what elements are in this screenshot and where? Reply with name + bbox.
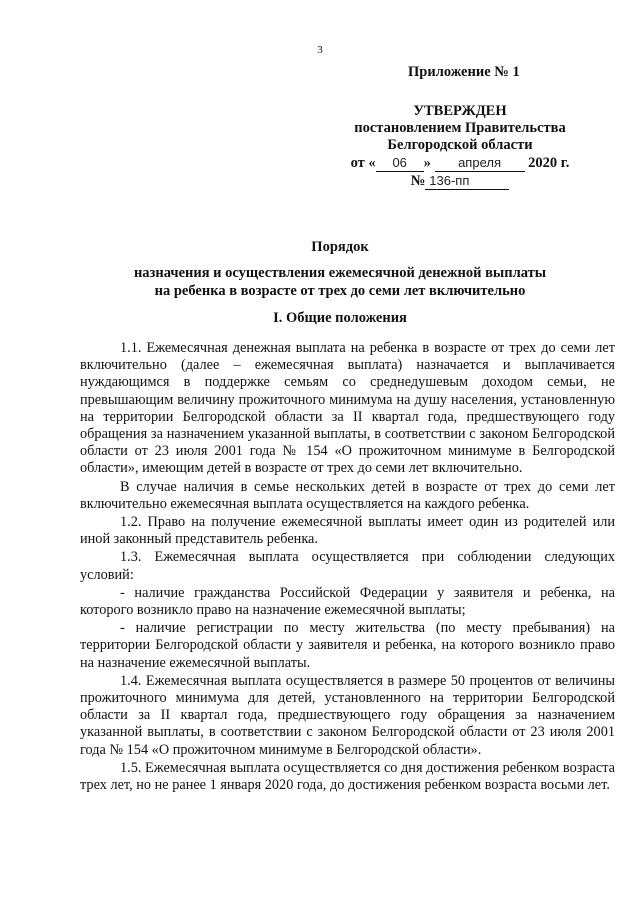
approved-label: УТВЕРЖДЕН — [413, 103, 507, 119]
document-body — [80, 340, 615, 794]
page-number: 3 — [317, 44, 323, 56]
section-heading: I. Общие положения — [273, 310, 407, 326]
number-value: 136-пп — [425, 172, 509, 190]
paragraph-1-2: 1.2. Право на получение ежемесячной выплаты имеет один из родителей или иной законный представитель ребенка. — [80, 514, 615, 548]
date-day: 06 — [376, 154, 424, 172]
approval-number — [330, 172, 590, 190]
date-prefix: от « — [350, 155, 376, 171]
number-prefix: № — [410, 173, 426, 189]
date-mid: » — [423, 155, 431, 171]
paragraph-1-5: 1.5. Ежемесячная выплата осуществляется со дня достижения ребенком возраста трех лет, но не ранее 1 января 2020 года, до достижения ребенком возраста восьми лет. — [80, 759, 615, 794]
condition-citizenship: - наличие гражданства Российской Федерации у заявителя и ребенка, на которого возникло право на назначение ежемесячной выплаты; — [80, 584, 615, 619]
title-line1: Порядок — [311, 239, 369, 255]
document-title — [60, 238, 620, 300]
paragraph-multiple-children: В случае наличия в семье нескольких детей в возрасте от трех до семи лет включительно ежемесячная выплата осуществляется на каждого ребенка. — [80, 478, 615, 512]
approval-date — [330, 154, 590, 172]
paragraph-1-3: 1.3. Ежемесячная выплата осуществляется при соблюдении следующих условий: — [80, 549, 615, 583]
title-line2: назначения и осуществления ежемесячной денежной выплаты — [133, 265, 547, 281]
approval-block — [330, 64, 590, 190]
title-line3: на ребенка в возрасте от трех до семи лет включительно — [154, 283, 526, 299]
attachment-label: Приложение № 1 — [408, 64, 520, 80]
approved-by-line2: Белгородской области — [387, 137, 533, 153]
date-month: апреля — [435, 154, 525, 172]
approved-by-line1: постановлением Правительства — [354, 120, 566, 136]
paragraph-1-1: 1.1. Ежемесячная денежная выплата на ребенка в возрасте от трех до семи лет включительно (далее – ежемесячная выплата) назначается и выплачивается нуждающимся в поддержке семьям со среднедушевым доходом семьи, не превышающим величину прожиточного минимума на душу населения, установленную на территории Белгородской области за II квартал года, предшествующего году обращения за назначением указанной выплаты, в соответствии с законом Белгородской области от 23 июля 2001 года № 154 «О прожиточном минимуме в Белгородской области», имеющим детей в возрасте от трех до семи лет включительно. — [80, 340, 615, 477]
date-year: 2020 г. — [528, 155, 570, 171]
condition-registration: - наличие регистрации по месту жительства (по месту пребывания) на территории Белгородской области у заявителя и ребенка, на которого возникло право на назначение ежемесячной выплаты. — [80, 620, 615, 671]
paragraph-1-4: 1.4. Ежемесячная выплата осуществляется в размере 50 процентов от величины прожиточного минимума для детей, установленного на территории Белгородской области за II квартал года, предшествующего году обращения за назначением указанной выплаты, в соответствии с законом Белгородской области от 23 июля 2001 года № 154 «О прожиточном минимуме в Белгородской области». — [80, 672, 615, 758]
